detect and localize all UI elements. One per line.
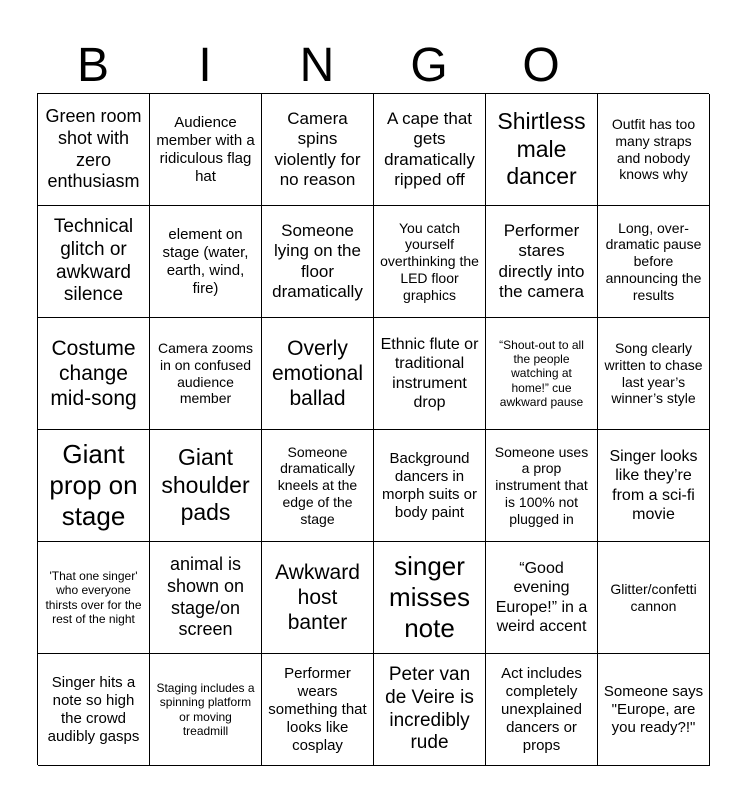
bingo-cell-text: element on stage (water, earth, wind, fire) — [162, 225, 249, 297]
bingo-cell[interactable] — [38, 430, 150, 542]
bingo-cell-text: Performer stares directly into the camera — [498, 220, 585, 301]
bingo-cell[interactable] — [150, 318, 262, 430]
bingo-cell-text: “Good evening Europe!” in a weird accent — [495, 560, 588, 635]
bingo-cell-text: You catch yourself overthinking the LED floor graphics — [380, 219, 479, 303]
bingo-cell[interactable] — [486, 654, 598, 766]
bingo-cell-text: Performer wears something that looks like cosplay — [268, 664, 367, 754]
bingo-cell[interactable] — [374, 318, 486, 430]
bingo-cell-text: Camera zooms in on confused audience member — [158, 339, 253, 407]
bingo-cell-text: Green room shot with zero enthusiasm — [45, 106, 142, 192]
bingo-cell-text: Technical glitch or awkward silence — [53, 215, 134, 306]
bingo-cell-text: Singer hits a note so high the crowd audibly gasps — [47, 673, 140, 745]
bingo-cell[interactable] — [262, 430, 374, 542]
bingo-cell-text: Shirtless male dancer — [497, 108, 586, 190]
bingo-cell-text: Staging includes a spinning platform or moving treadmill — [156, 680, 255, 738]
bingo-cell[interactable] — [598, 542, 710, 654]
bingo-cell-text: Outfit has too many straps and nobody knows why — [611, 115, 696, 183]
bingo-cell[interactable] — [486, 430, 598, 542]
header-letter-o: O — [522, 39, 560, 92]
bingo-cell[interactable] — [374, 430, 486, 542]
bingo-cell[interactable] — [262, 542, 374, 654]
bingo-cell[interactable] — [598, 94, 710, 206]
bingo-cell-text: animal is shown on stage/on screen — [166, 554, 245, 640]
bingo-cell[interactable] — [150, 94, 262, 206]
bingo-cell[interactable] — [374, 94, 486, 206]
bingo-cell[interactable] — [38, 542, 150, 654]
bingo-cell[interactable] — [598, 318, 710, 430]
bingo-cell-text: Audience member with a ridiculous flag hat — [156, 113, 255, 185]
bingo-cell[interactable] — [38, 94, 150, 206]
bingo-grid — [37, 93, 709, 765]
bingo-cell-text: Long, over-dramatic pause before announcing the results — [605, 219, 702, 303]
bingo-cell-text: Peter van de Veire is incredibly rude — [385, 663, 474, 754]
bingo-header — [37, 38, 709, 94]
header-letter-i: I — [198, 39, 212, 92]
header-letter-b: B — [76, 39, 109, 92]
bingo-cell[interactable] — [598, 654, 710, 766]
bingo-cell[interactable] — [374, 542, 486, 654]
bingo-cell-text: Costume change mid-song — [50, 336, 137, 411]
bingo-cell-text: Someone says "Europe, are you ready?!" — [603, 682, 704, 736]
bingo-cell-text: Background dancers in morph suits or body paint — [381, 449, 478, 521]
bingo-cell[interactable] — [598, 430, 710, 542]
bingo-cell-text: Awkward host banter — [275, 560, 360, 635]
bingo-cell-text: Someone lying on the floor dramatically — [272, 220, 363, 301]
bingo-cell-text: Overly emotional ballad — [271, 336, 364, 411]
bingo-cell-text: “Shout-out to all the people watching at home!” cue awkward pause — [499, 337, 584, 410]
bingo-cell[interactable] — [262, 318, 374, 430]
bingo-cell[interactable] — [486, 542, 598, 654]
bingo-cell[interactable] — [38, 654, 150, 766]
bingo-cell-text: Camera spins violently for no reason — [274, 108, 361, 189]
bingo-cell-text: Act includes completely unexplained dancers or props — [501, 664, 582, 754]
bingo-cell-text: Singer looks like they’re from a sci-fi movie — [609, 448, 698, 523]
bingo-cell-text: Someone dramatically kneels at the edge of the stage — [277, 443, 358, 527]
bingo-cell[interactable] — [374, 654, 486, 766]
bingo-cell[interactable] — [486, 206, 598, 318]
bingo-cell-text: Someone uses a prop instrument that is 100% not plugged in — [494, 443, 589, 527]
bingo-cell-text: A cape that gets dramatically ripped off — [384, 108, 475, 189]
bingo-cell[interactable] — [262, 94, 374, 206]
bingo-cell-text: 'That one singer' who everyone thirsts over for the rest of the night — [45, 568, 142, 626]
bingo-cell[interactable] — [38, 206, 150, 318]
bingo-cell[interactable] — [38, 318, 150, 430]
bingo-cell[interactable] — [150, 430, 262, 542]
bingo-cell[interactable] — [374, 206, 486, 318]
bingo-cell[interactable] — [262, 654, 374, 766]
bingo-cell-text: singer misses note — [389, 550, 470, 644]
header-letter-n: N — [299, 39, 335, 92]
bingo-cell-text: Song clearly written to chase last year’s winner’s style — [604, 339, 703, 407]
bingo-cell[interactable] — [150, 206, 262, 318]
bingo-cell[interactable] — [150, 542, 262, 654]
bingo-cell-text: Glitter/confetti cannon — [610, 580, 697, 614]
bingo-cell-text: Giant prop on stage — [49, 438, 138, 532]
bingo-cell[interactable] — [486, 94, 598, 206]
bingo-cell[interactable] — [150, 654, 262, 766]
header-letter-g: G — [410, 39, 448, 92]
bingo-cell-text: Giant shoulder pads — [161, 444, 250, 526]
bingo-cell[interactable] — [598, 206, 710, 318]
bingo-cell-text: Ethnic flute or traditional instrument drop — [380, 336, 479, 411]
bingo-cell[interactable] — [486, 318, 598, 430]
bingo-cell[interactable] — [262, 206, 374, 318]
